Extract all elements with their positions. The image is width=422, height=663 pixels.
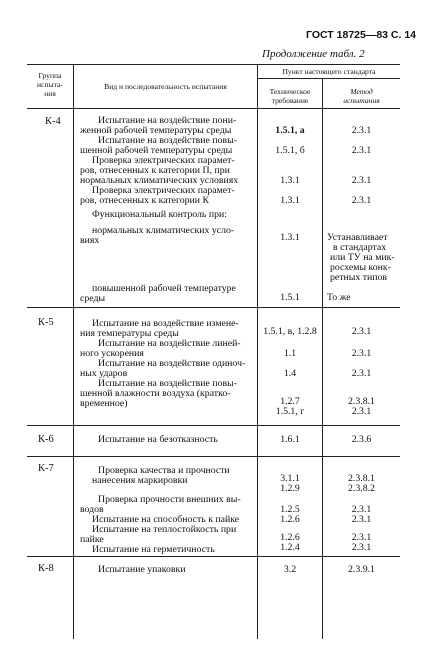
test-text-line: ния температуры среды [80,328,179,339]
group-label: К-6 [38,434,54,445]
requirement-value: 1.5.1, г [275,406,305,417]
method-value: 2.3.1 [351,125,372,136]
test-text-line: ров, отнесенных к категории П, при [80,165,230,176]
method-value: ретных типов [330,272,387,283]
test-text-line: ров, отнесенных к категории К [80,195,210,206]
rule-k5-k6 [27,425,400,426]
test-text-line: водов [80,504,104,515]
requirement-value: 1.4 [283,368,297,379]
test-text-line: Испытание упаковки [98,564,186,575]
group-label: К-7 [38,463,54,474]
method-value: 2.3.9.1 [348,564,375,575]
requirement-value: 1.2.9 [280,483,300,494]
test-text-line: ного ускорения [80,348,144,359]
header-method-line: Метод [350,87,373,96]
test-text-line: Проверка качества и прочности [98,465,230,476]
rule-k4-k5 [27,307,400,308]
rule-k6-k7 [27,456,400,457]
method-value: 2.3.1 [351,368,372,379]
method-value: 2.3.1 [351,532,372,543]
method-value: росхемы конк- [330,262,391,273]
test-text-line: среды [80,293,106,304]
group-label: К-5 [38,317,54,328]
test-text-line: Испытание на теплостойкость при [92,524,237,535]
test-text-line: ных ударов [80,368,128,379]
group-label: К-4 [45,116,61,127]
rule-k7-k8 [27,556,400,557]
header-point: Пункт настоящего стандарта [282,67,376,76]
test-text-line: нанесения маркировки [92,475,188,486]
page-header: ГОСТ 18725—83 С. 14 [306,29,417,41]
requirement-value: 1.3.1 [280,195,300,206]
requirement-value: 1.1 [283,348,297,359]
requirement-value: 1.2.4 [280,542,300,553]
test-text-line: пайке [80,534,104,545]
method-value: 2.3.6 [351,434,372,445]
test-text-line: Испытание на безотказность [98,434,218,445]
requirement-value: 1.2.7 [280,396,300,407]
requirement-value: 1.5.1, в, 1.2.8 [263,326,317,337]
method-value: 2.3.1 [351,514,372,525]
test-text-line: Проверка прочности внешних вы- [98,494,241,505]
test-text-line: Проверка электрических парамет- [92,185,235,196]
requirement-value: 1.2.6 [280,514,300,525]
test-text-line: виях [80,235,100,246]
requirement-value: 1.2.6 [280,532,300,543]
method-value: 2.3.8.1 [348,473,375,484]
header-method-line: испытания [343,95,380,105]
method-value: 2.3.1 [351,406,372,417]
method-value: 2.3.1 [351,504,372,515]
header-kind: Вид и последовательность испытания [104,82,227,91]
header-group-line: испыта- [37,79,63,89]
method-value: в стандартах [333,242,387,253]
test-text-line: Испытание на воздействие повы- [98,135,237,146]
method-value: 2.3.1 [351,195,372,206]
table-continuation-label: Продолжение табл. 2 [262,48,365,60]
test-text-line: шенной рабочей температуры среды [80,145,233,156]
requirement-value: 1.5.1, а [275,125,305,136]
test-text-line: Проверка электрических парамет- [92,155,235,166]
header-requirement-line: требование [271,95,309,105]
header-requirement-line: Техническое [269,87,311,96]
requirement-value: 1.3.1 [280,175,300,186]
test-text-line: Функциональный контроль при: [92,209,227,220]
method-value: Устанавливает [327,232,388,243]
test-text-line: нормальных климатических усло- [92,225,235,236]
vline-group [73,64,74,639]
test-text-line: Испытание на способность к пайке [92,514,240,525]
requirement-value: 1.6.1 [280,434,300,445]
method-value: или ТУ на мик- [330,252,395,263]
method-value: То же [327,292,351,303]
requirement-value: 3.1.1 [280,473,300,484]
requirement-value: 1.2.5 [280,504,300,515]
method-value: 2.3.1 [351,348,372,359]
method-value: 2.3.1 [351,542,372,553]
header-group-line: ния [44,88,56,98]
table-top-rule [27,64,400,65]
test-text-line: шенной влажности воздуха (кратко- [80,388,231,399]
test-text-line: Испытание на герметичность [92,544,215,555]
group-label: К-8 [38,563,54,574]
header-requirement [258,88,322,106]
test-text-line: повышенной рабочей температуре [92,283,236,294]
header-group-line: Группа [38,71,62,80]
requirement-value: 1.5.1 [280,292,300,303]
requirement-value: 3.2 [283,564,297,575]
method-value: 2.3.8.1 [348,396,375,407]
test-text-line: Испытание на воздействие пони- [98,115,237,126]
test-text-line: женной рабочей температуры среды [80,125,232,136]
method-value: 2.3.1 [351,326,372,337]
test-text-line: нормальных климатических условиях [80,175,239,186]
requirement-value: 1.5.1, б [275,145,305,156]
test-text-line: временное) [80,398,128,409]
header-method [323,88,400,106]
method-value: 2.3.8.2 [348,483,375,494]
method-value: 2.3.1 [351,175,372,186]
point-subheader-rule [257,78,400,79]
header-bottom-rule [27,108,400,109]
requirement-value: 1.3.1 [280,232,300,243]
test-text-line: Испытание на воздействие одиноч- [98,358,246,369]
test-text-line: Испытание на воздействие повы- [98,378,237,389]
header-group [27,72,73,99]
method-value: 2.3.1 [351,145,372,156]
test-text-line: Испытание на воздействие линей- [98,338,241,349]
test-text-line: Испытание на воздействие измене- [92,318,239,329]
